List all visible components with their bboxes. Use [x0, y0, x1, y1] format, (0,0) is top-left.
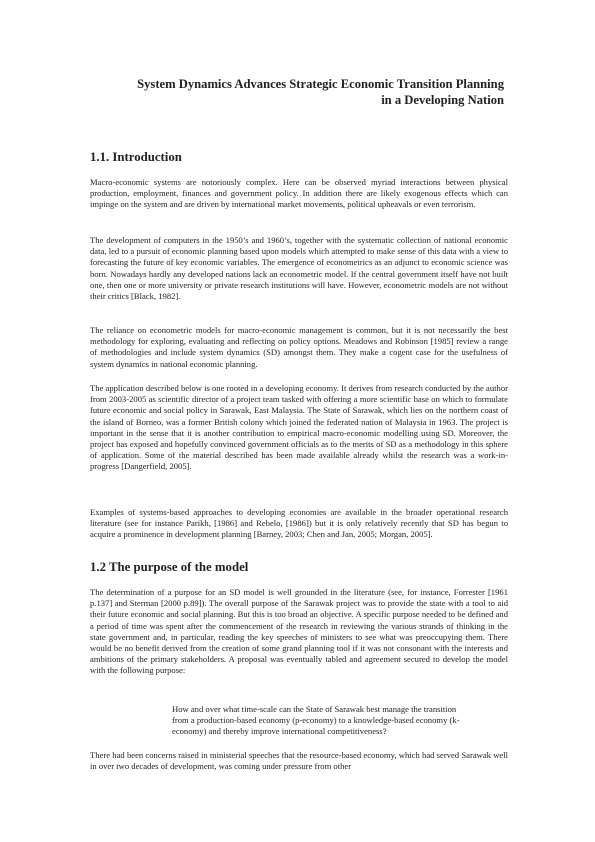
purpose-quote: How and over what time-scale can the State of Sarawak best manage the transition from a production-based economy (p-economy) to a knowledge-based economy (k-economy) and thereby improve international competitiveness?: [172, 704, 460, 737]
paper-title: [70, 77, 504, 108]
paper-title-line-2: in a Developing Nation: [381, 92, 504, 107]
section-heading-introduction: 1.1. Introduction: [90, 150, 182, 164]
purpose-paragraph-1: The determination of a purpose for an SD model is well grounded in the literature (see, for instance, Forrester [1961 p.137] and Sterman [2000 p.89]). The overall purpose of the Sarawak project was to provide the state with a tool to aid their future economic and social planning. But this is too broad an objective. A specific purpose needed to be defined and a period of time was spent after the commencement of the research in reviewing the various strands of thinking in the state government and, in particular, reading the key speeches of ministers to see what was preoccupying them. There would be no benefit derived from the creation of some grand planning tool if it was not consonant with the interests and ambitions of the primary stakeholders. A proposal was eventually tabled and agreement secured to develop the model with the following purpose:: [90, 587, 508, 676]
intro-paragraph-4: The application described below is one rooted in a developing economy. It derives from research conducted by the author from 2003-2005 as scientific director of a project team tasked with offering a more scientific base on which to formulate future economic and social policy in Sarawak, East Malaysia. The State of Sarawak, which lies on the northern coast of the island of Borneo, was a former British colony which joined the federated nation of Malaysia in 1963. The project is important in the sense that it is another contribution to empirical macro-economic modelling using SD. Moreover, the project has exposed and hopefully convinced government officials as to the merits of SD as a methodology in this sphere of application. Some of the material described has been made available already whilst the research was a work-in-progress [Dangerfield, 2005].: [90, 383, 508, 472]
purpose-paragraph-2: There had been concerns raised in ministerial speeches that the resource-based economy, which had served Sarawak well in over two decades of development, was coming under pressure from other: [90, 750, 508, 772]
intro-paragraph-5: Examples of systems-based approaches to developing economies are available in the broader operational research literature (see for instance Parikh, [1986] and Rebelo, [1986]) but it is only relatively recently that SD has begun to acquire a prominence in development planning [Barney, 2003; Chen and Jan, 2005; Morgan, 2005].: [90, 507, 508, 540]
section-heading-purpose: 1.2 The purpose of the model: [90, 560, 249, 574]
intro-paragraph-3: The reliance on econometric models for macro-economic management is common, but it is not necessarily the best methodology for exploring, evaluating and reflecting on policy options. Meadows and Robinson [1985] review a range of methodologies and include system dynamics (SD) amongst them. They make a cogent case for the usefulness of system dynamics in national economic planning.: [90, 325, 508, 369]
paper-title-line-1: System Dynamics Advances Strategic Economic Transition Planning: [137, 77, 504, 91]
intro-paragraph-1: Macro-economic systems are notoriously complex. Here can be observed myriad interactions between physical production, employment, finances and government policy. In addition there are likely exogenous effects which can impinge on the system and are driven by international market movements, political upheavals or even terrorism.: [90, 177, 508, 210]
intro-paragraph-2: The development of computers in the 1950’s and 1960’s, together with the systematic collection of national economic data, led to a pursuit of economic planning based upon models which attempted to make sense of this data with a view to forecasting the future of key economic variables. The emergence of econometrics as an adjunct to economic science was born. Nowadays hardly any developed nations lack an econometric model. If the central government itself have not built one, then one or more university or private research institutions will have. However, econometric models are not without their critics [Black, 1982].: [90, 235, 508, 302]
